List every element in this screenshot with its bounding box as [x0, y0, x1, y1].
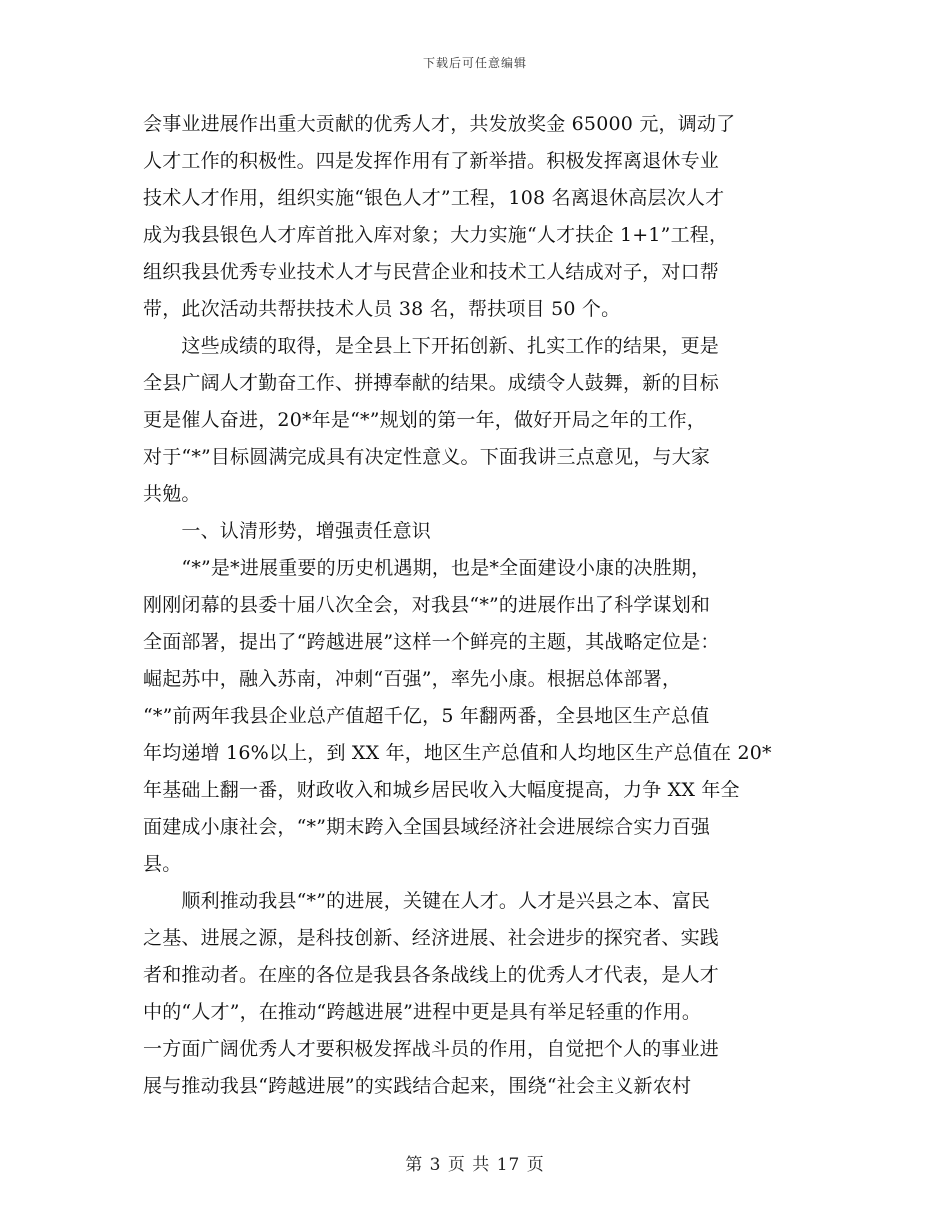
text-line: 全面部署，提出了“跨越进展”这样一个鲜亮的主题，其战略定位是： — [143, 631, 720, 653]
text-line: 成为我县银色人才库首批入库对象；大力实施“人才扶企 1+1”工程， — [143, 224, 729, 246]
text-line: “*”前两年我县企业总产值超千亿，5 年翻两番，全县地区生产总值 — [143, 705, 710, 727]
text-line: 顺利推动我县“*”的进展，关键在人才。人才是兴县之本、富民 — [143, 890, 711, 912]
text-line: 县。 — [143, 853, 182, 875]
text-line: 展与推动我县“跨越进展”的实践结合起来，围绕“社会主义新农村 — [143, 1075, 692, 1097]
text-line: 带，此次活动共帮扶技术人员 38 名，帮扶项目 50 个。 — [143, 298, 621, 320]
text-line: 人才工作的积极性。四是发挥作用有了新举措。积极发挥离退休专业 — [143, 150, 720, 172]
text-line: 面建成小康社会，“*”期末跨入全国县域经济社会进展综合实力百强 — [143, 816, 711, 838]
document-body — [143, 106, 808, 1105]
text-line: 组织我县优秀专业技术人才与民营企业和技术工人结成对子，对口帮 — [143, 261, 720, 283]
text-line: 年基础上翻一番，财政收入和城乡居民收入大幅度提高，力争 XX 年全 — [143, 779, 740, 801]
text-line: 刚刚闭幕的县委十届八次全会，对我县“*”的进展作出了科学谋划和 — [143, 594, 711, 616]
text-line: 之基、进展之源，是科技创新、经济进展、社会进步的探究者、实践 — [143, 927, 720, 949]
text-line: 年均递增 16%以上，到 XX 年，地区生产总值和人均地区生产总值在 20* — [143, 742, 772, 764]
page-header-note: 下载后可任意编辑 — [422, 56, 527, 70]
text-line: 会事业进展作出重大贡献的优秀人才，共发放奖金 65000 元，调动了 — [143, 113, 736, 135]
page-number-footer: 第 3 页 共 17 页 — [405, 1155, 545, 1175]
text-line: 一方面广阔优秀人才要积极发挥战斗员的作用，自觉把个人的事业进 — [143, 1038, 720, 1060]
text-line: 共勉。 — [143, 483, 201, 505]
text-line: 全县广阔人才勤奋工作、拼搏奉献的结果。成绩令人鼓舞，新的目标 — [143, 372, 720, 394]
text-line: 更是催人奋进，20*年是“*”规划的第一年，做好开局之年的工作， — [143, 409, 707, 431]
text-line: 对于“*”目标圆满完成具有决定性意义。下面我讲三点意见，与大家 — [143, 446, 711, 468]
text-line: 一、认清形势，增强责任意识 — [143, 520, 432, 542]
text-line: 中的“人才”，在推动“跨越进展”进程中更是具有举足轻重的作用。 — [143, 1001, 702, 1023]
text-line: 崛起苏中，融入苏南，冲刺“百强”，率先小康。根据总体部署， — [143, 668, 682, 690]
text-line: 技术人才作用，组织实施“银色人才”工程，108 名离退休高层次人才 — [143, 187, 725, 209]
text-line: “*”是*进展重要的历史机遇期，也是*全面建设小康的决胜期， — [143, 557, 711, 579]
text-line: 者和推动者。在座的各位是我县各条战线上的优秀人才代表，是人才 — [143, 964, 720, 986]
text-line: 这些成绩的取得，是全县上下开拓创新、扎实工作的结果，更是 — [143, 335, 720, 357]
